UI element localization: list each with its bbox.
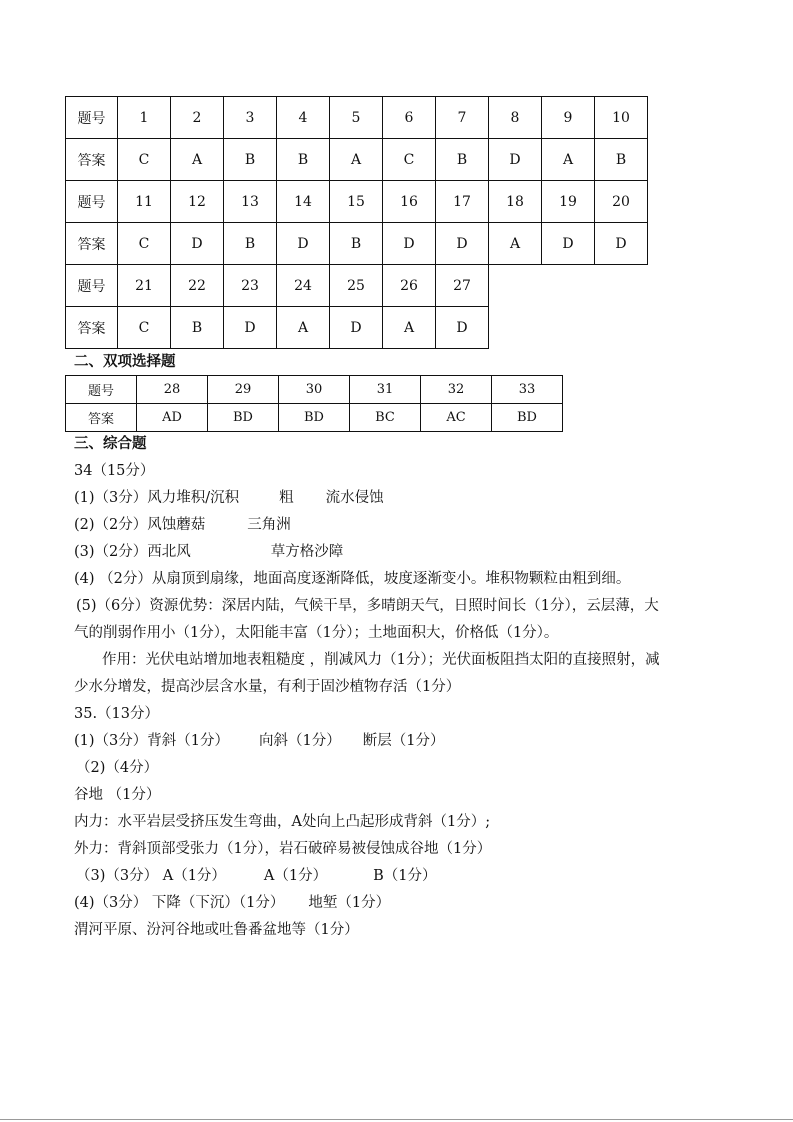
q34-part1-a: (1)（3分）风力堆积/沉积 xyxy=(74,490,240,506)
single-choice-cell: B xyxy=(171,307,224,349)
q34-part5-line1: (5)（6分）资源优势：深居内陆，气候干旱，多晴朗天气，日照时间长（1分），云层薄，大 xyxy=(76,598,659,614)
q35-part1 xyxy=(74,731,444,751)
single-choice-cell: 9 xyxy=(542,97,595,139)
single-choice-empty-cell xyxy=(489,265,542,307)
q34-part3-a: (3)（2分）西北风 xyxy=(74,544,191,560)
single-choice-cell: C xyxy=(118,139,171,181)
single-choice-row-label: 答案 xyxy=(66,139,118,181)
single-choice-cell: A xyxy=(489,223,542,265)
single-choice-cell: D xyxy=(542,223,595,265)
q35-part3-c: B（1分） xyxy=(373,868,437,884)
comprehensive-heading: 三、综合题 xyxy=(74,435,147,452)
double-choice-cell: BD xyxy=(208,404,279,432)
single-choice-row-label: 答案 xyxy=(66,307,118,349)
q34-part5-line3: 作用：光伏电站增加地表粗糙度 ，削减风力（1分）；光伏面板阻挡太阳的直接照射，减 xyxy=(102,652,660,668)
single-choice-cell: D xyxy=(595,223,648,265)
single-choice-empty-cell xyxy=(489,307,542,349)
q35-part1-c: 断层（1分） xyxy=(362,733,445,749)
single-choice-cell: C xyxy=(118,223,171,265)
single-choice-row xyxy=(66,223,648,265)
q34-part4: (4) （2分）从扇顶到扇缘，地面高度逐渐降低，坡度逐渐变小。堆积物颗粒由粗到细。 xyxy=(74,571,631,587)
q34-part5-line4: 少水分增发，提高沙层含水量，有利于固沙植物存活（1分） xyxy=(74,679,461,695)
single-choice-cell: B xyxy=(330,223,383,265)
single-choice-row xyxy=(66,307,648,349)
q35-part1-b: 向斜（1分） xyxy=(259,733,341,749)
double-choice-cell: BC xyxy=(350,404,421,432)
q35-part2-c: 外力：背斜顶部受张力（1分），岩石破碎易被侵蚀成谷地（1分） xyxy=(74,841,492,857)
single-choice-row-label: 答案 xyxy=(66,223,118,265)
single-choice-cell: A xyxy=(171,139,224,181)
q35-part4-b-line: 渭河平原、汾河谷地或吐鲁番盆地等（1分） xyxy=(74,922,359,938)
q34-part5-line2: 气的削弱作用小（1分），太阳能丰富（1分）；土地面积大，价格低（1分）。 xyxy=(74,625,559,641)
single-choice-cell: 22 xyxy=(171,265,224,307)
single-choice-cell: D xyxy=(330,307,383,349)
single-choice-cell: 13 xyxy=(224,181,277,223)
single-choice-cell: D xyxy=(224,307,277,349)
single-choice-cell: A xyxy=(277,307,330,349)
single-choice-row xyxy=(66,265,648,307)
double-choice-row-label: 题号 xyxy=(66,376,137,404)
q34-title: 34（15分） xyxy=(74,463,155,479)
single-choice-cell: C xyxy=(118,307,171,349)
single-choice-cell: A xyxy=(383,307,436,349)
single-choice-cell: 27 xyxy=(436,265,489,307)
q35-part2: （2)（4分） xyxy=(76,760,159,776)
single-choice-cell: 1 xyxy=(118,97,171,139)
single-choice-cell: 14 xyxy=(277,181,330,223)
single-choice-cell: D xyxy=(436,307,489,349)
double-choice-cell: 30 xyxy=(279,376,350,404)
single-choice-cell: 23 xyxy=(224,265,277,307)
q34-part1-b: 粗 xyxy=(279,490,294,506)
q35-part3 xyxy=(76,866,437,886)
q34-part1 xyxy=(74,488,384,508)
single-choice-cell: D xyxy=(277,223,330,265)
single-choice-cell: 16 xyxy=(383,181,436,223)
single-choice-cell: 5 xyxy=(330,97,383,139)
single-choice-row-label: 题号 xyxy=(66,265,118,307)
double-choice-answer-table xyxy=(65,375,563,432)
single-choice-empty-cell xyxy=(542,265,595,307)
double-choice-heading: 二、双项选择题 xyxy=(74,353,176,370)
single-choice-row xyxy=(66,181,648,223)
single-choice-row xyxy=(66,139,648,181)
single-choice-cell: 6 xyxy=(383,97,436,139)
q34-part2 xyxy=(74,515,291,535)
double-choice-cell: 29 xyxy=(208,376,279,404)
single-choice-cell: 17 xyxy=(436,181,489,223)
single-choice-empty-cell xyxy=(595,307,648,349)
single-choice-row-label: 题号 xyxy=(66,97,118,139)
double-choice-cell: BD xyxy=(492,404,563,432)
double-choice-cell: AC xyxy=(421,404,492,432)
single-choice-cell: 20 xyxy=(595,181,648,223)
single-choice-row-label: 题号 xyxy=(66,181,118,223)
single-choice-cell: D xyxy=(171,223,224,265)
single-choice-row xyxy=(66,97,648,139)
single-choice-cell: 3 xyxy=(224,97,277,139)
q34-part2-b: 三角洲 xyxy=(247,517,291,533)
single-choice-cell: C xyxy=(383,139,436,181)
double-choice-cell: BD xyxy=(279,404,350,432)
q35-part2-b: 内力：水平岩层受挤压发生弯曲，A处向上凸起形成背斜（1分）; xyxy=(74,814,491,830)
single-choice-cell: 2 xyxy=(171,97,224,139)
single-choice-cell: 4 xyxy=(277,97,330,139)
single-choice-cell: D xyxy=(436,223,489,265)
q34-part2-a: (2)（2分）风蚀蘑菇 xyxy=(74,517,206,533)
single-choice-cell: 19 xyxy=(542,181,595,223)
single-choice-cell: 10 xyxy=(595,97,648,139)
q35-part1-a: (1)（3分）背斜（1分） xyxy=(74,733,229,749)
q35-part3-b: A（1分） xyxy=(263,868,328,884)
double-choice-cell: AD xyxy=(137,404,208,432)
single-choice-cell: B xyxy=(224,223,277,265)
q35-part3-a: （3)（3分） A（1分） xyxy=(76,868,226,884)
single-choice-empty-cell xyxy=(542,307,595,349)
single-choice-answer-table xyxy=(65,96,648,349)
single-choice-cell: B xyxy=(436,139,489,181)
q35-part4-a: (4)（3分） 下降（下沉）（1分） xyxy=(74,895,285,911)
single-choice-cell: 15 xyxy=(330,181,383,223)
double-choice-cell: 31 xyxy=(350,376,421,404)
single-choice-cell: 24 xyxy=(277,265,330,307)
single-choice-cell: A xyxy=(330,139,383,181)
single-choice-cell: 25 xyxy=(330,265,383,307)
single-choice-cell: B xyxy=(224,139,277,181)
single-choice-cell: 26 xyxy=(383,265,436,307)
q35-part4 xyxy=(74,893,390,913)
single-choice-cell: D xyxy=(383,223,436,265)
single-choice-cell: 11 xyxy=(118,181,171,223)
double-choice-cell: 28 xyxy=(137,376,208,404)
q35-part2-a: 谷地 （1分） xyxy=(74,787,161,803)
page-bottom-rule xyxy=(0,1119,793,1120)
single-choice-cell: B xyxy=(277,139,330,181)
q34-part1-c: 流水侵蚀 xyxy=(325,490,384,506)
single-choice-cell: 8 xyxy=(489,97,542,139)
double-choice-row-label: 答案 xyxy=(66,404,137,432)
single-choice-cell: A xyxy=(542,139,595,181)
q35-part4-b: 地堑（1分） xyxy=(308,895,391,911)
q35-title: 35.（13分） xyxy=(74,706,160,722)
single-choice-cell: 7 xyxy=(436,97,489,139)
double-choice-cell: 32 xyxy=(421,376,492,404)
q34-part3 xyxy=(74,542,343,562)
double-choice-cell: 33 xyxy=(492,376,563,404)
double-choice-row xyxy=(66,404,563,432)
q34-part3-b: 草方格沙障 xyxy=(270,544,344,560)
single-choice-cell: B xyxy=(595,139,648,181)
single-choice-cell: 21 xyxy=(118,265,171,307)
single-choice-cell: 18 xyxy=(489,181,542,223)
single-choice-cell: 12 xyxy=(171,181,224,223)
double-choice-row xyxy=(66,376,563,404)
single-choice-empty-cell xyxy=(595,265,648,307)
single-choice-cell: D xyxy=(489,139,542,181)
